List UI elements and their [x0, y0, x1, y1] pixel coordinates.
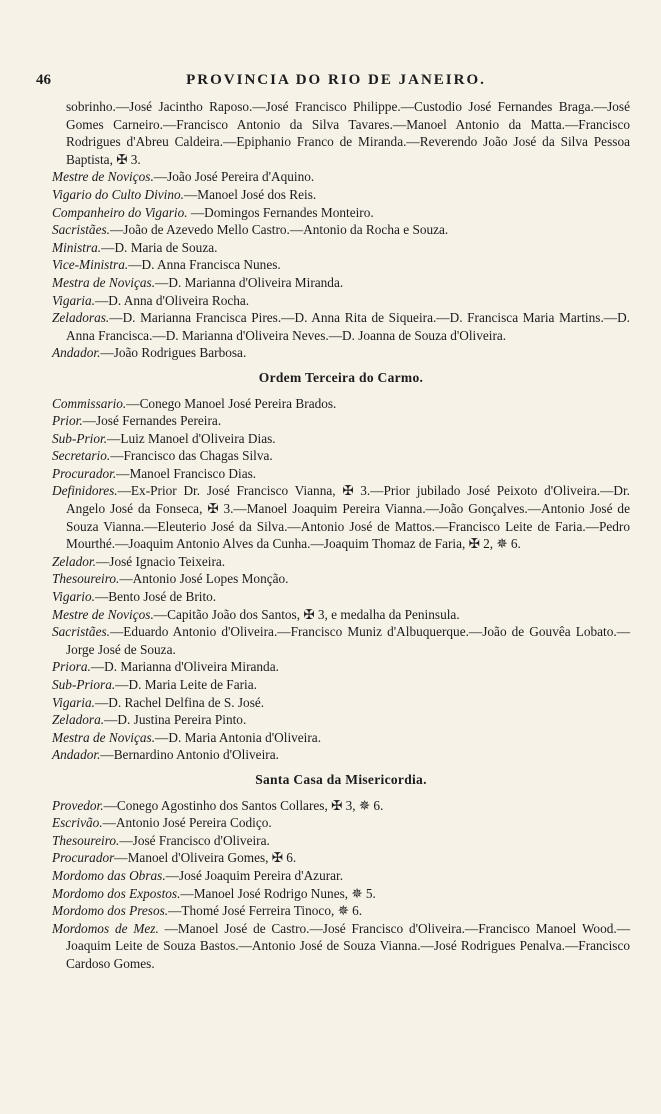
entry-text: —Domingos Fernandes Monteiro.: [187, 204, 374, 220]
entry: [52, 553, 630, 571]
entry-text: —João de Azevedo Mello Castro.—Antonio da Rocha e Souza.: [110, 222, 449, 238]
entry-role: Zeladoras.: [52, 310, 110, 326]
entry: [52, 658, 630, 676]
entry-text: —José Joaquim Pereira d'Azurar.: [165, 867, 344, 883]
entry-role: Mordomo das Obras.: [52, 867, 166, 883]
entry-text: —Thomé José Ferreira Tinoco, ✵ 6.: [168, 903, 363, 919]
entry-text: —D. Marianna Francisca Pires.—D. Anna Rita de Siqueira.—D. Francisca Maria Martins.—D. Anna Francisca.—D. Marianna d'Oliveira Neves.—D. Joanna de Souza d'Oliveira.: [66, 310, 630, 343]
entry: [52, 395, 630, 413]
entry-role: Priora.: [52, 659, 91, 675]
entry: [52, 867, 630, 885]
entry: [52, 256, 630, 274]
entry-text: —Capitão João dos Santos, ✠ 3, e medalha da Peninsula.: [153, 606, 460, 622]
entry-text: —D. Justina Pereira Pinto.: [104, 712, 247, 728]
entry-role: Companheiro do Vigario.: [52, 204, 188, 220]
entry: [52, 465, 630, 483]
entry-role: Sacristães.: [52, 624, 110, 640]
entry: [52, 711, 630, 729]
entry-text: —Conego Agostinho dos Santos Collares, ✠ 3, ✵ 6.: [103, 797, 384, 813]
entry: [52, 447, 630, 465]
entry-role: Zelador.: [52, 553, 96, 569]
entry-role: Sacristães.: [52, 222, 110, 238]
entry: [52, 606, 630, 624]
entry-role: Mordomo dos Expostos.: [52, 885, 181, 901]
entry-role: Vigaria.: [52, 694, 95, 710]
entry-text: —José Francisco d'Oliveira.: [119, 832, 270, 848]
entry: [52, 746, 630, 764]
entry: [52, 570, 630, 588]
entry-text: —João José Pereira d'Aquino.: [153, 169, 315, 185]
entry: [52, 729, 630, 747]
entry: [52, 344, 630, 362]
entry-role: Thesoureiro.: [52, 832, 120, 848]
entry: [52, 482, 630, 552]
entry-text: —Manoel José Rodrigo Nunes, ✵ 5.: [180, 885, 376, 901]
entry-text: —Conego Manoel José Pereira Brados.: [126, 395, 337, 411]
entry-role: Mestra de Noviças.: [52, 274, 156, 290]
entry-text: —Eduardo Antonio d'Oliveira.—Francisco Muniz d'Albuquerque.—João de Gouvêa Lobato.—Jorge José de Souza.: [66, 624, 630, 657]
entry-text: —João Rodrigues Barbosa.: [100, 345, 247, 361]
entry-text: —D. Marianna d'Oliveira Miranda.: [90, 659, 279, 675]
entry-role: Andador.: [52, 747, 101, 763]
entry: [52, 239, 630, 257]
entry-text: —José Ignacio Teixeira.: [95, 553, 226, 569]
entry-role: Vigario.: [52, 589, 95, 605]
entry-text: —Antonio José Lopes Monção.: [119, 571, 289, 587]
entry: [52, 623, 630, 658]
entry: [52, 186, 630, 204]
page-header: [36, 72, 636, 94]
entry-text: —Ex-Prior Dr. José Francisco Vianna, ✠ 3.—Prior jubilado José Peixoto d'Oliveira.—Dr. Angelo José da Fonseca, ✠ 3.—Manoel Joaquim Pereira Vianna.—João Gonçalves.—Antonio José de Souza Vianna.—Eleuterio José da Silva.—Antonio José de Mattos.—Francisco Leite de Faria.—Pedro Mourthé.—Joaquim Antonio Alves da Cunha.—Joaquim Thomaz de Faria, ✠ 2, ✵ 6.: [66, 483, 630, 552]
page-body: [52, 98, 630, 973]
entry-role: Definidores.: [52, 483, 118, 499]
page-number: 46: [36, 72, 51, 88]
entry-role: Mestre de Noviços.: [52, 606, 154, 622]
entry: [52, 885, 630, 903]
block1-entries: [52, 168, 630, 362]
entry-role: Mestra de Noviças.: [52, 729, 156, 745]
entry-role: Thesoureiro.: [52, 571, 120, 587]
entry-text: —Luiz Manoel d'Oliveira Dias.: [107, 430, 276, 446]
entry-role: Commissario.: [52, 395, 127, 411]
entry: [52, 274, 630, 292]
entry-text: —Bento José de Brito.: [94, 589, 217, 605]
entry-role: Vigaria.: [52, 292, 95, 308]
entry-role: Procurador: [52, 850, 115, 866]
entry: [52, 588, 630, 606]
entry-role: Zeladora.: [52, 712, 105, 728]
entry: [52, 902, 630, 920]
entry-text: —D. Anna Francisca Nunes.: [128, 257, 281, 273]
entry-role: Prior.: [52, 413, 83, 429]
entry: [52, 849, 630, 867]
entry: [52, 412, 630, 430]
entry-text: —Manoel Francisco Dias.: [116, 465, 257, 481]
entry-role: Vice-Ministra.: [52, 257, 129, 273]
entry-text: —Manoel José dos Reis.: [183, 186, 317, 202]
entry: [52, 832, 630, 850]
entry: [52, 168, 630, 186]
entry-text: —José Fernandes Pereira.: [82, 413, 222, 429]
entry: [52, 309, 630, 344]
running-title: PROVINCIA DO RIO DE JANEIRO.: [186, 72, 486, 88]
entry: [52, 221, 630, 239]
entry: [52, 920, 630, 973]
entry: [52, 694, 630, 712]
entry-role: Escrivão.: [52, 815, 103, 831]
entry-text: —D. Anna d'Oliveira Rocha.: [94, 292, 250, 308]
entry: [52, 430, 630, 448]
entry-text: —Manoel José de Castro.—José Francisco d'Oliveira.—Francisco Manoel Wood.—Joaquim Leite de Souza Bastos.—Antonio José de Souza Vianna.—José Rodrigues Penalva.—Francisco Cardoso Gomes.: [66, 920, 630, 971]
entry-text: —D. Maria Antonia d'Oliveira.: [155, 729, 322, 745]
section-carmo-entries: [52, 395, 630, 764]
entry-role: Procurador.: [52, 465, 117, 481]
entry: [52, 676, 630, 694]
entry-text: —D. Maria de Souza.: [101, 239, 218, 255]
entry-text: —D. Rachel Delfina de S. José.: [94, 694, 265, 710]
section-title-carmo: Ordem Terceira do Carmo.: [258, 369, 424, 385]
entry-text: —Antonio José Pereira Codiço.: [102, 815, 272, 831]
entry-text: —D. Maria Leite de Faria.: [115, 677, 257, 692]
entry-role: Andador.: [52, 345, 101, 361]
entry-role: Secretario.: [52, 448, 111, 464]
entry-text: —Manoel d'Oliveira Gomes, ✠ 6.: [114, 850, 297, 866]
section-title-misericordia: Santa Casa da Misericordia.: [255, 771, 427, 787]
entry-role: Sub-Priora.: [52, 677, 116, 692]
entry-text: —Bernardino Antonio d'Oliveira.: [100, 747, 279, 763]
entry-text: —D. Marianna d'Oliveira Miranda.: [155, 274, 344, 290]
entry: [52, 797, 630, 815]
entry: [52, 292, 630, 310]
entry-role: Vigario do Culto Divino.: [52, 186, 184, 202]
entry: [52, 814, 630, 832]
entry-role: Mordomos de Mez.: [52, 920, 159, 936]
continuation-paragraph: sobrinho.—José Jacintho Raposo.—José Francisco Philippe.—Custodio José Fernandes Braga.—José Gomes Carneiro.—Francisco Antonio da Silva Tavares.—Manoel Antonio da Matta.—Francisco Rodrigues d'Abreu Caldeira.—Epiphanio Franco de Miranda.—Reverendo João José da Silva Pessoa Baptista, ✠ 3.: [66, 99, 630, 167]
entry-role: Mestre de Noviços.: [52, 169, 154, 185]
entry-role: Ministra.: [52, 239, 102, 255]
section-misericordia-entries: [52, 797, 630, 973]
entry-text: —Francisco das Chagas Silva.: [110, 448, 273, 464]
entry-role: Mordomo dos Presos.: [52, 903, 169, 919]
entry-role: Sub-Prior.: [52, 430, 108, 446]
entry-role: Provedor.: [52, 797, 104, 813]
entry: [52, 204, 630, 222]
